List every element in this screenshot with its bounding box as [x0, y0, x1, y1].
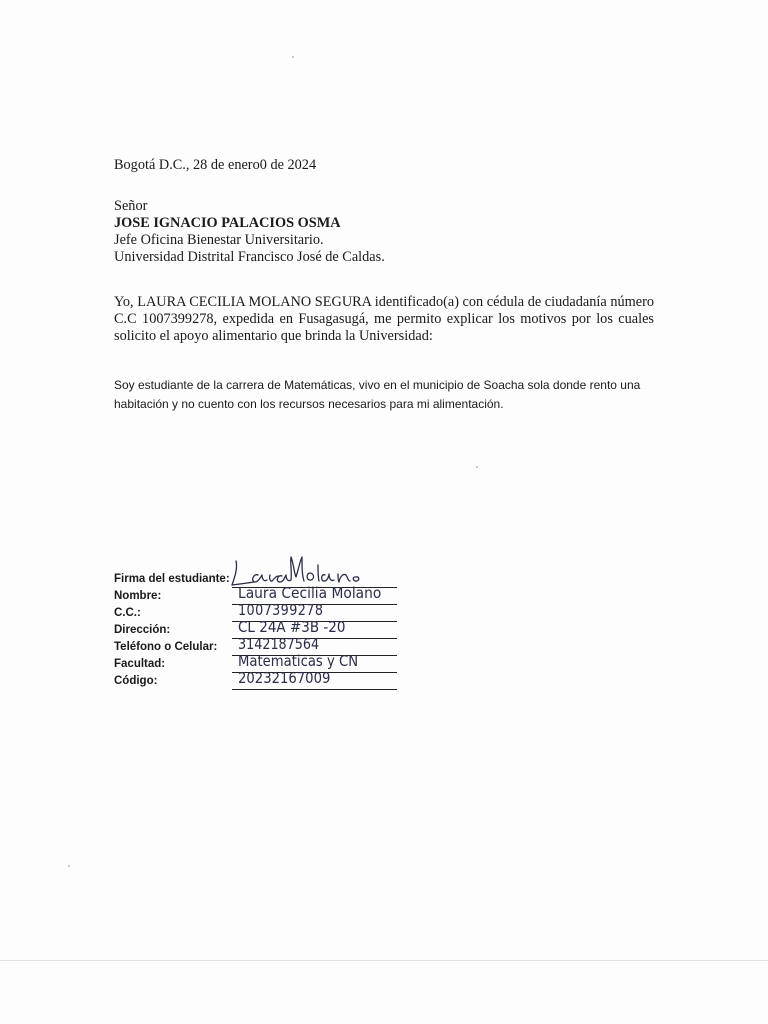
scan-edge-line	[0, 960, 768, 961]
faculty-value: Matematicas y CN	[238, 652, 359, 670]
cc-value: 1007399278	[238, 601, 324, 619]
student-info-form	[114, 571, 404, 690]
code-label: Código:	[114, 675, 158, 687]
code-value: 20232167009	[238, 669, 331, 687]
addressee-block	[114, 198, 385, 266]
motive-paragraph: Soy estudiante de la carrera de Matemáticas, vivo en el municipio de Soacha sola donde rento una habitación y no cuento con los recursos necesarios para mi alimentación.	[114, 378, 641, 411]
date-line: Bogotá D.C., 28 de enero0 de 2024	[114, 157, 317, 173]
faculty-label: Facultad:	[114, 658, 166, 670]
code-underline	[232, 689, 397, 690]
address-value: CL 24A #3B -20	[238, 618, 346, 636]
salutation: Señor	[114, 198, 148, 214]
code-row	[114, 669, 404, 690]
intro-paragraph: Yo, LAURA CECILIA MOLANO SEGURA identificado(a) con cédula de ciudadanía número C.C 1007399278, expedida en Fusagasugá, me permito explicar los motivos por los cuales solicito el apoyo alimentario que brinda la Universidad:	[114, 294, 654, 344]
scan-speck	[476, 466, 478, 468]
address-label: Dirección:	[114, 624, 171, 636]
name-label: Nombre:	[114, 590, 162, 602]
scan-speck	[292, 56, 294, 58]
phone-label: Teléfono o Celular:	[114, 641, 218, 653]
recipient-title: Jefe Oficina Bienestar Universitario.	[114, 232, 324, 248]
phone-value: 3142187564	[238, 635, 320, 653]
name-value: Laura Cecilia Molano	[238, 584, 382, 602]
cc-label: C.C.:	[114, 607, 141, 619]
recipient-institution: Universidad Distrital Francisco José de Caldas.	[114, 249, 385, 265]
recipient-name: JOSE IGNACIO PALACIOS OSMA	[114, 215, 341, 231]
scan-speck	[68, 865, 70, 867]
signature-label: Firma del estudiante:	[114, 573, 230, 585]
